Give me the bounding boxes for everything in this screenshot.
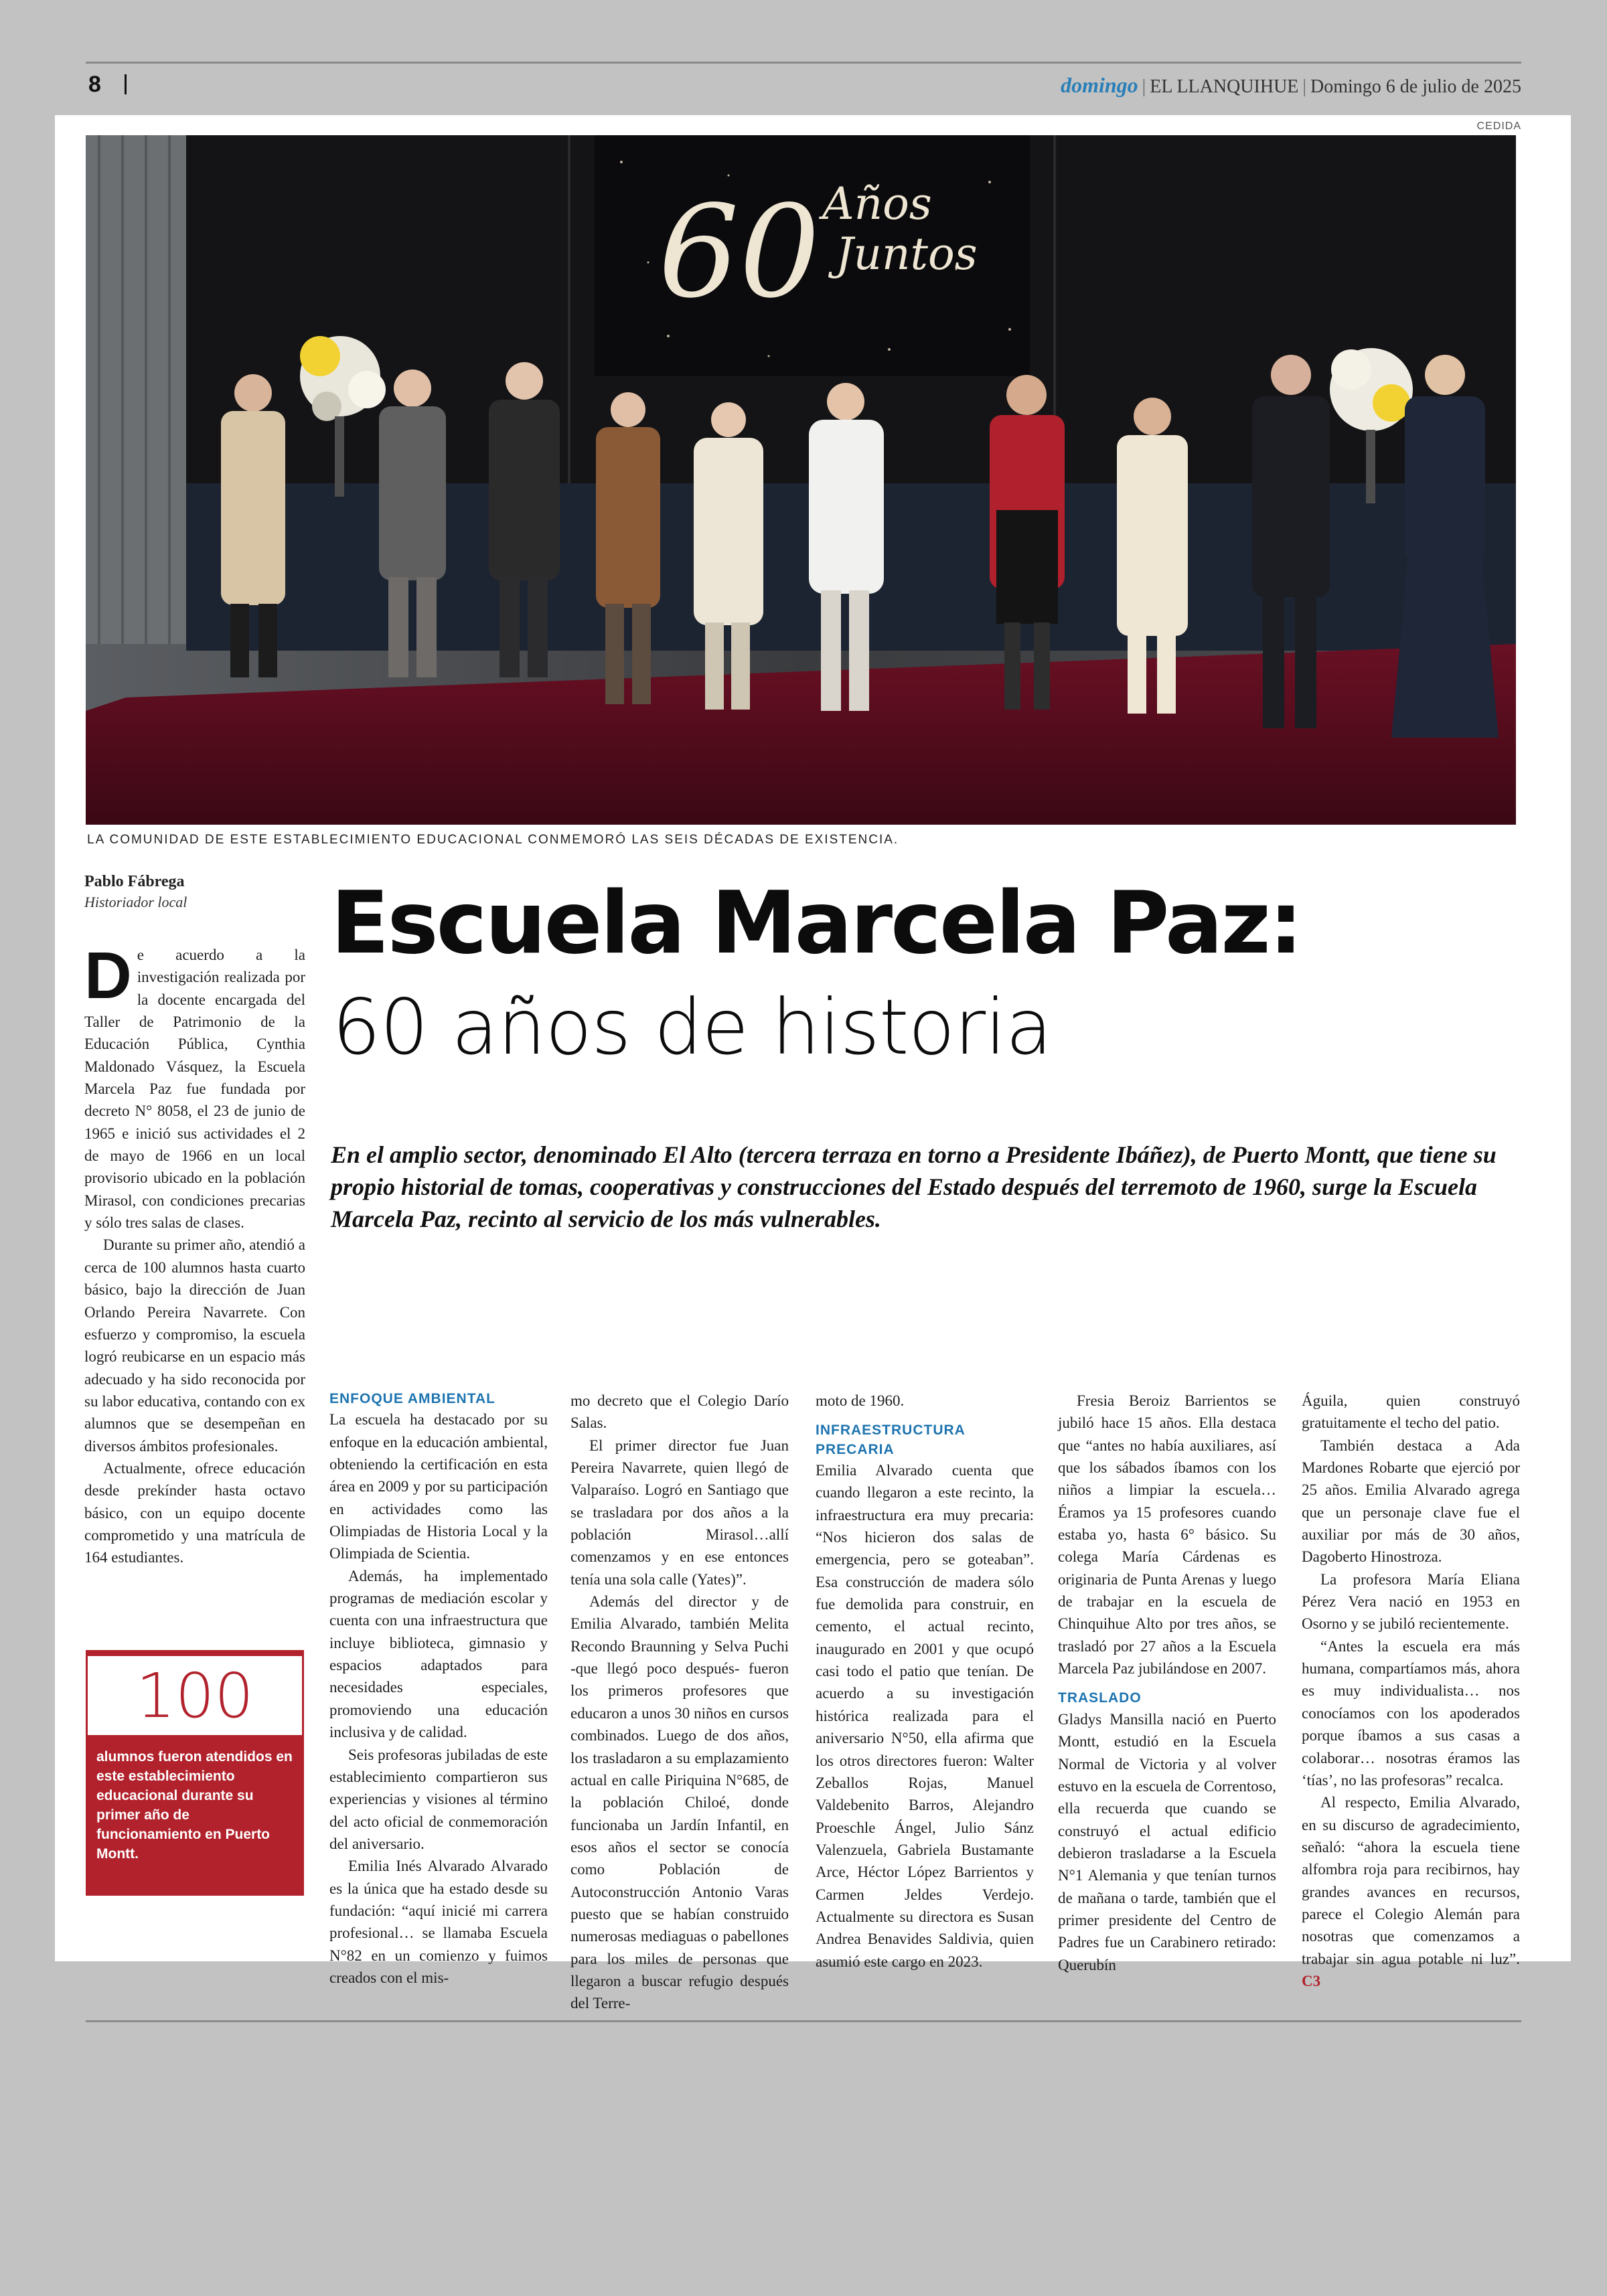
paragraph-text: Al respecto, Emilia Alvarado, en su discurso de agradecimiento, señaló: “ahora la escuela tiene alfombra roja para recibirnos, hay grandes avances en recursos, parece el Colegio Alemán para nosotras que comenzamos a trabajar sin agua potable ni luz”. <box>1302 1794 1520 1967</box>
article-column-4 <box>816 1390 1034 1973</box>
paragraph: Además, ha implementado programas de mediación escolar y cuenta con una infraestructura que incluye biblioteca, gimnasio y espacios adaptados para necesidades especiales, promoviendo una educación inclusiva y de calidad. <box>329 1567 548 1741</box>
paragraph: Águila, quien construyó gratuitamente el techo del patio. <box>1302 1392 1520 1432</box>
author-role: Historiador local <box>84 894 187 910</box>
paragraph: El primer director fue Juan Pereira Navarrete, quien llegó de Valparaíso. Logró en Santiago que se trasladara por dos años a la población Mirasol…allí comenzamos y en ese entonces tenía una sola calle (Yates)”. <box>570 1437 789 1588</box>
paragraph: Durante su primer año, atendió a cerca de 100 alumnos hasta cuarto básico, bajo la dirección de Juan Orlando Pereira Navarrete. Con esfuerzo y compromiso, la escuela logró reubicarse en un espacio más adecuado y ha sido reconocida por su labor educativa, contando con ex alumnos que se desempeñan en diversos ámbitos profesionales. <box>84 1236 305 1455</box>
page-header <box>86 62 1521 119</box>
end-mark: C3 <box>1302 1972 1321 1989</box>
stat-text: alumnos fueron atendidos en este establecimiento educacional durante su primer año de funcionamiento en Puerto Montt. <box>96 1749 293 1862</box>
paragraph: Gladys Mansilla nació en Puerto Montt, estudió en la Escuela Normal de Victoria y al volver estuvo en la escuela de Correntoso, ella recuerda que cuando se construyó el actual edificio debieron trasladarse a la Escuela N°1 Alemania y que tenían turnos de mañana o tarde, también que el primer presidente del Centro de Padres fue un Carabinero retirado: Querubín <box>1058 1710 1276 1973</box>
paragraph: También destaca a Ada Mardones Robarte que ejerció por 25 años. Emilia Alvarado agrega que un personaje clave fue el auxiliar por más de 30 años, Dagoberto Hinostroza. <box>1302 1437 1520 1566</box>
article-column-1 <box>84 938 305 1569</box>
paragraph: La escuela ha destacado por su enfoque en la educación ambiental, obteniendo la certificación en esta área en 2009 y por su participación en actividades como las Olimpiadas de Historia Local y la Olimpiada de Scientia. <box>329 1411 548 1562</box>
page-number-divider <box>125 74 127 94</box>
masthead <box>1061 73 1521 98</box>
article-column-3 <box>570 1390 789 2015</box>
paragraph: mo decreto que el Colegio Darío Salas. <box>570 1392 789 1432</box>
section-subtitle: ENFOQUE AMBIENTAL <box>329 1391 495 1406</box>
paragraph <box>1302 1791 1520 1992</box>
subheadline: 60 años de historia <box>332 983 1052 1072</box>
photo-caption: LA COMUNIDAD DE ESTE ESTABLECIMIENTO EDUCACIONAL CONMEMORÓ LAS SEIS DÉCADAS DE EXISTENCIA. <box>87 833 899 847</box>
section-subtitle: INFRAESTRUCTURA PRECARIA <box>816 1422 966 1457</box>
screen-text-line1: Años <box>822 178 932 230</box>
drop-cap: D <box>84 938 132 1012</box>
stat-number: 100 <box>86 1654 304 1737</box>
article-column-2 <box>329 1390 548 1989</box>
paragraph: “Antes la escuela era más humana, compartíamos más, ahora es muy individualista… nos conocíamos con los apoderados porque íbamos a sus casas a colaborar… nosotras éramos las ‘tías’, no las profesoras” recalca. <box>1302 1637 1520 1789</box>
section-subtitle: TRASLADO <box>1058 1690 1142 1706</box>
author-name: Pablo Fábrega <box>84 873 185 890</box>
photo-credit: CEDIDA <box>1476 120 1521 132</box>
paragraph <box>84 938 305 1234</box>
section-name: domingo <box>1061 73 1138 97</box>
masthead-divider: | <box>1142 76 1146 97</box>
stat-box <box>86 1650 304 1896</box>
paragraph: Además del director y de Emilia Alvarado, también Melita Recondo Braunning y Selva Puchi -que llegó poco después- fueron los primeros profesores que educaron a unos 30 niños en cursos combinados. Luego de dos años, los trasladaron a su emplazamiento actual en calle Piriquina N°685, de la población Chiloé, donde funcionaba un Jardín Infantil, en esos años el sector se conocía como Población de Autoconstrucción Antonio Varas puesto que se habían construido numerosas mediaguas o pabellones para los miles de personas que llegaron a buscar refugio después del Terre- <box>570 1593 789 2012</box>
paragraph-text: e acuerdo a la investigación realizada por la docente encargada del Taller de Patrimonio de la Educación Pública, Cynthia Maldonado Vásquez, la Escuela Marcela Paz fue fundada por decreto N° 8058, el 23 de junio de 1965 e inició sus actividades el 2 de mayo de 1966 en un local provisorio ubicado en la población Mirasol, con condiciones precarias y sólo tres salas de clases. <box>84 947 305 1232</box>
page-number: 8 <box>88 72 101 97</box>
issue-date: Domingo 6 de julio de 2025 <box>1310 76 1521 97</box>
article-column-6 <box>1302 1390 1520 1992</box>
event-photo-illustration <box>86 135 1516 825</box>
masthead-divider: | <box>1302 76 1307 97</box>
paragraph: Actualmente, ofrece educación desde prekínder hasta octavo básico, con un equipo docente comprometido y una matrícula de 164 estudiantes. <box>84 1459 305 1566</box>
article-page <box>55 115 1571 2012</box>
article-column-5 <box>1058 1390 1276 1976</box>
paragraph: Seis profesoras jubiladas de este establecimiento compartieron sus experiencias y visiones al término del acto oficial de conmemoración del aniversario. <box>329 1746 548 1852</box>
screen-number: 60 <box>658 178 820 326</box>
byline <box>84 873 339 911</box>
paragraph: La profesora María Eliana Pérez Vera nació en 1953 en Osorno y se jubiló recientemente. <box>1302 1570 1520 1633</box>
paragraph: moto de 1960. <box>816 1392 905 1409</box>
headline: Escuela Marcela Paz: <box>331 874 1302 973</box>
screen-text-line2: Juntos <box>836 228 978 280</box>
newspaper-name: EL LLANQUIHUE <box>1150 76 1299 97</box>
paragraph: Emilia Inés Alvarado Alvarado es la única que ha estado desde su fundación: “aquí inicié mi carrera profesional… se llamaba Escuela N°82 en un comienzo y fuimos creados con el mis- <box>329 1858 548 1986</box>
event-photo <box>86 135 1516 825</box>
paragraph: Fresia Beroiz Barrientos se jubiló hace 15 años. Ella destaca que “antes no había auxiliares, así que los sábados íbamos con los niños a limpiar la escuela… Éramos ya 15 profesores cuando estaba yo, hasta 6° básico. Su colega María Cárdenas es originaria de Punta Arenas y luego de trabajar en la escuela de Chinquihue Alto por tres años, se trasladó por 27 años a la Escuela Marcela Paz jubilándose en 2007. <box>1058 1392 1276 1677</box>
paragraph: Emilia Alvarado cuenta que cuando llegaron a este recinto, la infraestructura era muy precaria: “Nos hicieron dos salas de emergencia, pero se goteaban”. Esa construcción de madera sólo fue demolida para construir, en cemento, el actual recinto, inaugurado en 2001 y que ocupó casi todo el patio que tenían. De acuerdo a su investigación histórica realizada para el aniversario N°50, ella afirma que los otros directores fueron: Walter Zeballos Rojas, Manuel Valdebenito Barros, Alejandro Proeschle Ángel, Julio Sánz Valenzuela, Gabriela Bustamante Arce, Héctor López Barrientos y Carmen Jeldes Verdejo. Actualmente su directora es Susan Andrea Benavides Saldivia, quien asumió este cargo en 2023. <box>816 1462 1034 1970</box>
standfirst: En el amplio sector, denominado El Alto (tercera terraza en torno a Presidente Ibáñez), de Puerto Montt, que tiene su propio historial de tomas, cooperativas y construcciones del Estado después del terremoto de 1960, surge la Escuela Marcela Paz, recinto al servicio de los más vulnerables. <box>331 1141 1497 1232</box>
footer-rule <box>86 2020 1521 2022</box>
